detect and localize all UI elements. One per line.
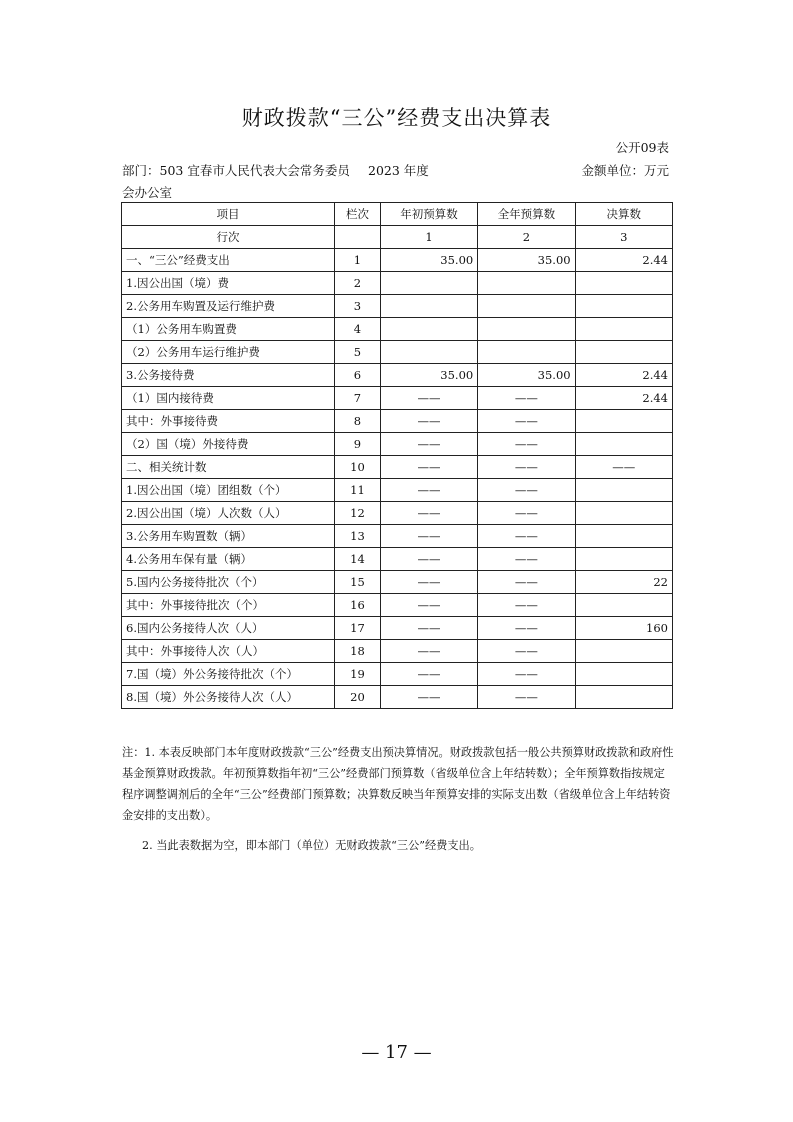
row-item: 5.国内公务接待批次（个） [122,571,335,594]
column-header: 年初预算数 [380,203,477,226]
row-line-number: 15 [335,571,381,594]
row-final-amount [575,663,672,686]
row-line-number: 2 [335,272,381,295]
column-index: 1 [380,226,477,249]
note-1: 注：1. 本表反映部门本年度财政拨款“三公”经费支出预决算情况。财政拨款包括一般公共预算财政拨款和政府性基金预算财政拨款。年初预算数指年初“三公”经费部门预算数（省级单位含上年结转数）；全年预算数指按规定程序调整调剂后的全年“三公”经费部门预算数；决算数反映当年预算安排的实际支出数（省级单位含上年结转资金安排的支出数）。 [122,746,674,822]
row-item: 3.公务用车购置数（辆） [122,525,335,548]
row-item: 2.公务用车购置及运行维护费 [122,295,335,318]
table-row [122,249,673,272]
row-line-number: 16 [335,594,381,617]
row-initial-budget [380,295,477,318]
table-row [122,594,673,617]
column-header: 决算数 [575,203,672,226]
row-initial-budget: —— [380,663,477,686]
row-full-budget: —— [478,571,575,594]
row-line-number: 17 [335,617,381,640]
column-header: 项目 [122,203,335,226]
row-initial-budget: —— [380,594,477,617]
table-row [122,456,673,479]
row-line-number: 6 [335,364,381,387]
row-line-number: 11 [335,479,381,502]
row-initial-budget: —— [380,456,477,479]
row-item: 6.国内公务接待人次（人） [122,617,335,640]
row-item: 8.国（境）外公务接待人次（人） [122,686,335,709]
row-full-budget: —— [478,594,575,617]
row-initial-budget: —— [380,686,477,709]
page-title: 财政拨款“三公”经费支出决算表 [241,106,552,130]
row-line-number: 1 [335,249,381,272]
row-final-amount: —— [575,456,672,479]
table-row [122,525,673,548]
column-header: 栏次 [335,203,381,226]
column-index: 3 [575,226,672,249]
table-row [122,433,673,456]
row-initial-budget: —— [380,502,477,525]
row-item: 1.因公出国（境）团组数（个） [122,479,335,502]
row-initial-budget: —— [380,479,477,502]
row-final-amount [575,502,672,525]
row-initial-budget: —— [380,525,477,548]
row-item: 2.因公出国（境）人次数（人） [122,502,335,525]
table-row [122,617,673,640]
row-item: 7.国（境）外公务接待批次（个） [122,663,335,686]
row-initial-budget: —— [380,640,477,663]
row-line-number: 18 [335,640,381,663]
row-final-amount [575,548,672,571]
unit-label: 金额单位：万元 [581,163,669,178]
row-initial-budget: —— [380,617,477,640]
row-full-budget [478,318,575,341]
row-item: 1.因公出国（境）费 [122,272,335,295]
table-row [122,364,673,387]
row-final-amount [575,433,672,456]
year-label: 2023 年度 [368,163,429,178]
row-item: （2）公务用车运行维护费 [122,341,335,364]
table-row [122,479,673,502]
row-initial-budget: —— [380,387,477,410]
row-full-budget: —— [478,433,575,456]
form-number: 公开09表 [615,140,669,155]
row-full-budget: 35.00 [478,249,575,272]
table-row [122,502,673,525]
row-final-amount [575,640,672,663]
department-label: 部门：503 宜春市人民代表大会常务委员会办公室 [122,163,350,200]
row-line-number: 3 [335,295,381,318]
row-final-amount: 2.44 [575,364,672,387]
column-header: 全年预算数 [478,203,575,226]
row-line-number: 7 [335,387,381,410]
column-index: 2 [478,226,575,249]
row-final-amount [575,410,672,433]
row-final-amount: 2.44 [575,249,672,272]
column-index-row [122,226,673,249]
row-item: 一、“三公”经费支出 [122,249,335,272]
row-full-budget [478,295,575,318]
table-row [122,686,673,709]
row-final-amount [575,525,672,548]
page-number: — 17 — [361,1042,432,1063]
table-row [122,272,673,295]
table-header-row [122,203,673,226]
table-row [122,571,673,594]
row-final-amount: 2.44 [575,387,672,410]
row-full-budget: —— [478,387,575,410]
row-full-budget [478,341,575,364]
row-item: （2）国（境）外接待费 [122,433,335,456]
row-full-budget: —— [478,548,575,571]
row-final-amount [575,594,672,617]
row-initial-budget: —— [380,548,477,571]
row-final-amount [575,341,672,364]
note-2: 2. 当此表数据为空，即本部门（单位）无财政拨款“三公”经费支出。 [142,839,481,852]
row-line-number: 20 [335,686,381,709]
table-row [122,387,673,410]
row-final-amount [575,295,672,318]
table-row [122,548,673,571]
row-final-amount [575,272,672,295]
table-row [122,640,673,663]
row-line-number: 5 [335,341,381,364]
row-final-amount [575,686,672,709]
row-item: 4.公务用车保有量（辆） [122,548,335,571]
row-full-budget: —— [478,640,575,663]
row-item: 其中：外事接待批次（个） [122,594,335,617]
row-line-number: 9 [335,433,381,456]
row-line-number: 13 [335,525,381,548]
notes [122,742,675,856]
row-line-number: 8 [335,410,381,433]
row-initial-budget: —— [380,433,477,456]
table-row [122,410,673,433]
row-line-number: 4 [335,318,381,341]
table-row [122,295,673,318]
row-initial-budget: —— [380,410,477,433]
row-item: 二、相关统计数 [122,456,335,479]
row-full-budget: —— [478,525,575,548]
table-row [122,663,673,686]
row-item: （1）国内接待费 [122,387,335,410]
row-line-number: 19 [335,663,381,686]
row-line-number: 10 [335,456,381,479]
row-line-number: 12 [335,502,381,525]
row-full-budget [478,272,575,295]
row-final-amount [575,479,672,502]
row-full-budget: 35.00 [478,364,575,387]
row-final-amount: 160 [575,617,672,640]
row-full-budget: —— [478,686,575,709]
row-final-amount [575,318,672,341]
column-index: 行次 [122,226,335,249]
table-row [122,341,673,364]
row-initial-budget: —— [380,571,477,594]
row-initial-budget: 35.00 [380,364,477,387]
row-final-amount: 22 [575,571,672,594]
row-full-budget: —— [478,410,575,433]
row-full-budget: —— [478,479,575,502]
row-item: （1）公务用车购置费 [122,318,335,341]
row-initial-budget [380,272,477,295]
row-item: 其中：外事接待费 [122,410,335,433]
row-initial-budget [380,318,477,341]
row-full-budget: —— [478,617,575,640]
row-initial-budget [380,341,477,364]
row-full-budget: —— [478,502,575,525]
row-item: 3.公务接待费 [122,364,335,387]
row-initial-budget: 35.00 [380,249,477,272]
table-row [122,318,673,341]
row-full-budget: —— [478,456,575,479]
row-full-budget: —— [478,663,575,686]
row-line-number: 14 [335,548,381,571]
column-index [335,226,381,249]
row-item: 其中：外事接待人次（人） [122,640,335,663]
expenditure-table [121,202,673,709]
